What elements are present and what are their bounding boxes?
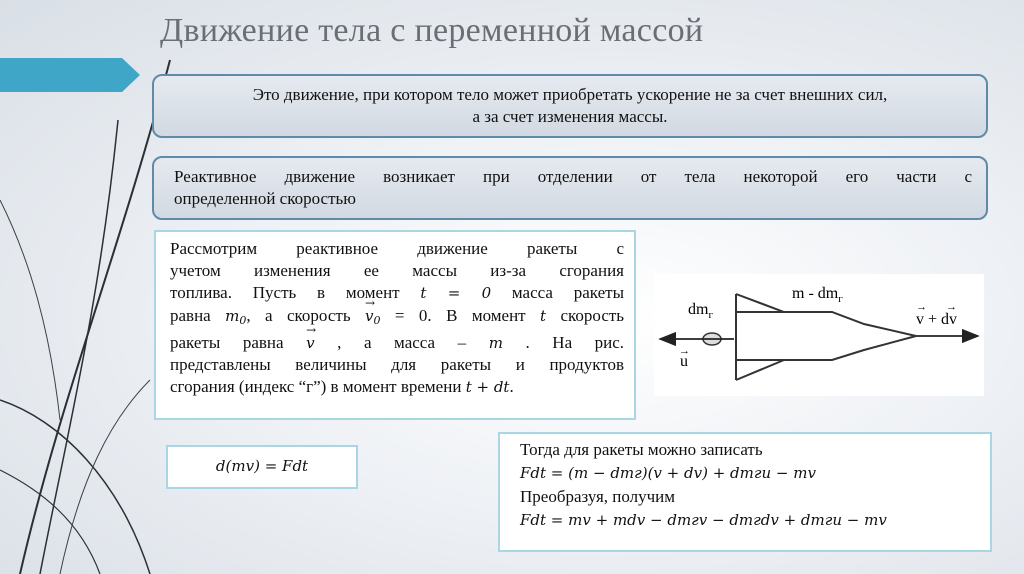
label-dm: $dm_г$ bbox=[688, 301, 713, 321]
derivation-line-1: Тогда для ракеты можно записать bbox=[520, 440, 763, 459]
definition-line-1: Это движение, при котором тело может приобретать ускорение не за счет внешних сил, bbox=[252, 85, 888, 104]
label-u: u bbox=[680, 353, 688, 370]
desc-line-6: представлены величины для ракеты и продуктов bbox=[170, 355, 624, 375]
derivation-equation-2: Fdt = mv + mdv − dmгv − dmгdv + dmгu − mv bbox=[520, 510, 887, 529]
derivation-line-3: Преобразуя, получим bbox=[520, 487, 676, 506]
reactive-line-1: Реактивное движение возникает при отделении от тела некоторой его части с bbox=[174, 167, 972, 186]
rocket-diagram bbox=[654, 274, 984, 396]
desc-line-2: учетом изменения ее массы из-за сгорания bbox=[170, 261, 624, 281]
definition-box bbox=[152, 74, 988, 138]
svg-text:→: → bbox=[679, 345, 690, 357]
slide-title: Движение тела с переменной массой bbox=[160, 12, 704, 49]
rocket-description-panel bbox=[154, 230, 636, 420]
desc-line-3: топлива. Пусть в момент t = 0 масса ракеты bbox=[170, 283, 624, 303]
momentum-equation: d(mv) = Fdt bbox=[166, 445, 358, 489]
svg-text:→: → bbox=[916, 301, 927, 313]
desc-line-5: ракеты равна → v , а масса – m . На рис. bbox=[170, 332, 624, 354]
label-mass: m - $dm_г$ bbox=[792, 285, 843, 305]
reactive-motion-box bbox=[152, 156, 988, 220]
desc-line-7: сгорания (индекс “г”) в момент времени t + dt. bbox=[170, 377, 514, 397]
desc-line-4: равна $m_0$, а скорость → $v_0 = 0$. В момент t скорость bbox=[170, 305, 624, 332]
derivation-panel bbox=[498, 432, 992, 552]
title-arrow-tab bbox=[0, 58, 140, 92]
definition-line-2: а за счет изменения массы. bbox=[472, 107, 668, 126]
reactive-line-2: определенной скоростью bbox=[174, 189, 356, 208]
svg-text:→: → bbox=[946, 301, 957, 313]
desc-line-1: Рассмотрим реактивное движение ракеты с bbox=[170, 239, 624, 258]
label-velocity: v + dv bbox=[916, 311, 958, 328]
derivation-equation-1: Fdt = (m − dmг)(v + dv) + dmгu − mv bbox=[520, 463, 816, 482]
